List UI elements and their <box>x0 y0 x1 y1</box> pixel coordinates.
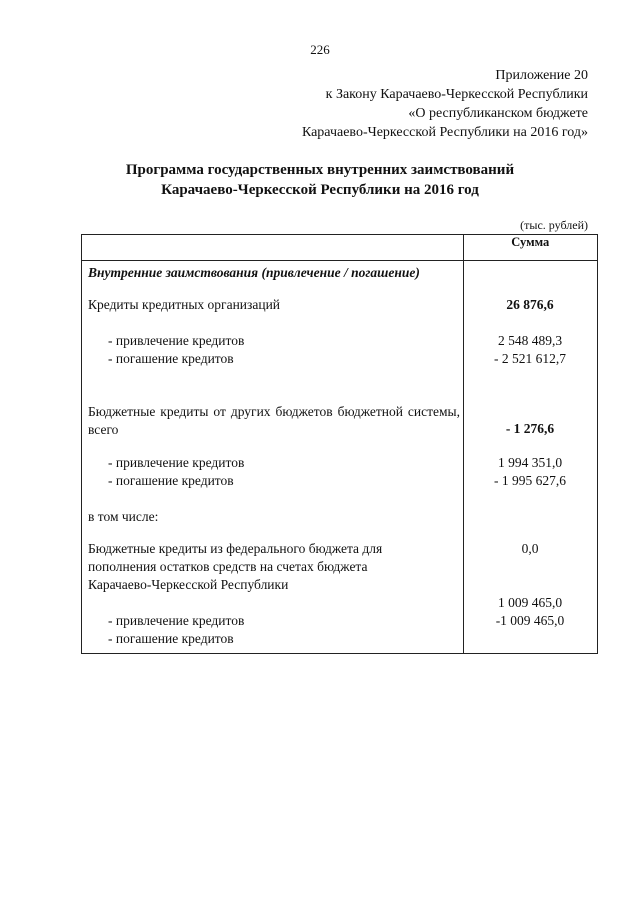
including-label: в том числе: <box>88 509 159 524</box>
appendix-line-3: «О республиканском бюджете <box>408 106 588 121</box>
credit-org-attract-value: 2 548 489,3 <box>497 333 563 348</box>
section-heading: Внутренние заимствования (привлечение / погашение) <box>88 265 420 280</box>
appendix-header <box>302 66 588 142</box>
budget-credits-repay-label: - погашение кредитов <box>108 473 234 488</box>
budget-credits-attract-label: - привлечение кредитов <box>108 455 245 470</box>
budget-credits-repay-value: - 1 995 627,6 <box>494 473 566 488</box>
table-header-sum: Сумма <box>463 235 597 261</box>
federal-label-line-2: пополнения остатков средств на счетах бюджета <box>88 559 368 574</box>
federal-attract-label: - привлечение кредитов <box>108 613 245 628</box>
credit-org-label: Кредиты кредитных организаций <box>88 297 281 312</box>
title-line-2: Карачаево-Черкесской Республики на 2016 год <box>161 182 479 198</box>
credit-org-repay-value: - 2 521 612,7 <box>494 351 566 366</box>
borrowings-table <box>81 234 598 654</box>
credit-org-attract-label: - привлечение кредитов <box>108 333 245 348</box>
document-title <box>0 160 640 200</box>
federal-total: 0,0 <box>521 541 539 556</box>
credit-org-repay-label: - погашение кредитов <box>108 351 234 366</box>
table-body-row <box>82 261 598 654</box>
units-label: (тыс. рублей) <box>520 218 588 232</box>
table-header-row <box>82 235 598 261</box>
table-left-cell <box>82 261 464 654</box>
federal-repay-value: -1 009 465,0 <box>495 613 565 628</box>
credit-org-total: 26 876,6 <box>506 297 554 312</box>
budget-credits-total: - 1 276,6 <box>505 421 555 436</box>
table-right-cell <box>463 261 597 654</box>
page-number: 226 <box>310 42 330 57</box>
budget-credits-attract-value: 1 994 351,0 <box>497 455 563 470</box>
federal-label-line-3: Карачаево-Черкесской Республики <box>88 577 289 592</box>
appendix-line-2: к Закону Карачаево-Черкесской Республики <box>325 87 588 102</box>
appendix-line-4: Карачаево-Черкесской Республики на 2016 год» <box>301 125 588 140</box>
federal-repay-label: - погашение кредитов <box>108 631 234 646</box>
budget-credits-label: Бюджетные кредиты от других бюджетов бюджетной системы, всего <box>88 404 460 437</box>
table-header-left <box>82 235 464 261</box>
appendix-line-1: Приложение 20 <box>495 68 588 83</box>
title-line-1: Программа государственных внутренних заимствований <box>125 162 515 178</box>
federal-label-line-1: Бюджетные кредиты из федерального бюджета для <box>88 541 383 556</box>
federal-attract-value: 1 009 465,0 <box>497 595 563 610</box>
